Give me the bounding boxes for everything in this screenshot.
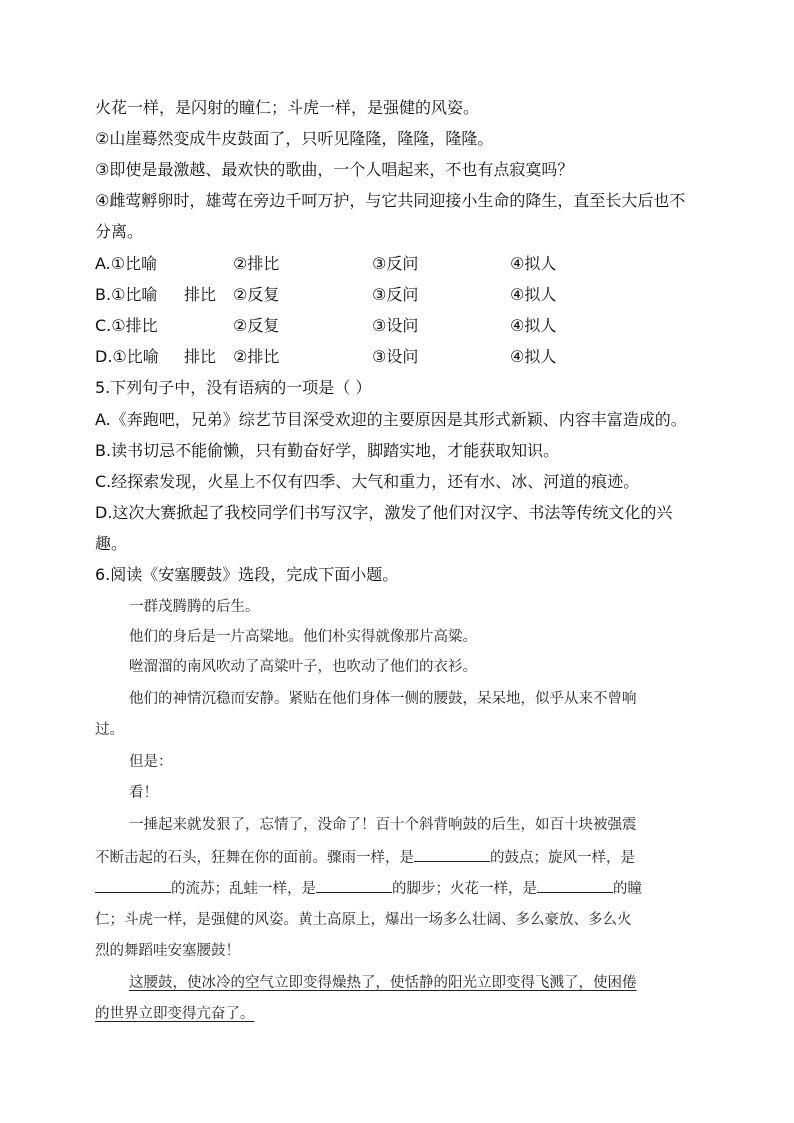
passage-line: 一捶起来就发狠了，忘情了，没命了！百十个斜背响鼓的后生，如百十块被强震 [129,817,637,833]
question-6-stem: 6.阅读《安塞腰鼓》选段，完成下面小题。 [95,565,399,584]
question-5-option-c: C.经探索发现，火星上不仅有四季、大气和重力，还有水、冰、河道的痕迹。 [95,472,640,491]
question-5-option-d-cont: 趣。 [95,534,128,553]
underlined-sentence: 这腰鼓，使冰冷的空气立即变得燥热了，使恬静的阳光立即变得飞溅了，使困倦 [129,975,637,991]
question-5-stem: 5.下列句子中，没有语病的一项是（ ） [95,378,372,397]
option-col1b: 排比 [184,347,217,366]
passage-text: 的鼓点；旋风一样，是 [490,850,635,866]
option-col1: B.①比喻 [95,285,158,304]
option-col1: A.①比喻 [95,254,158,273]
passage-line: 他们的神情沉稳而安静。紧贴在他们身体一侧的腰鼓，呆呆地，似乎从来不曾响 [129,691,637,707]
option-col3: ③反问 [372,254,419,273]
passage-line: 烈的舞蹈哇安塞腰鼓！ [95,943,240,959]
passage-text: 不断击起的石头，狂舞在你的面前。骤雨一样，是 [95,850,414,866]
option-col3: ③设问 [372,316,419,335]
option-col1: C.①排比 [95,316,158,335]
passage-line-with-blanks [95,847,635,868]
passage-line: 看！ [129,785,158,801]
fill-in-blank[interactable] [537,878,613,893]
text-line: ③即使是最激越、最欢快的歌曲，一个人唱起来，不也有点寂寞吗？ [95,160,574,179]
fill-in-blank[interactable] [95,878,171,893]
option-col4: ④拟人 [510,285,557,304]
passage-line: 仁；斗虎一样，是强健的风姿。黄土高原上，爆出一场多么壮阔、多么豪放、多么火 [95,912,632,928]
option-col2: ②反复 [233,285,280,304]
option-col4: ④拟人 [510,254,557,273]
question-5-option-d: D.这次大赛掀起了我校同学们书写汉字，激发了他们对汉字、书法等传统文化的兴 [95,503,673,522]
passage-line: 一群茂腾腾的后生。 [129,599,260,615]
passage-line-with-blanks [95,878,642,899]
fill-in-blank[interactable] [414,847,490,862]
passage-line: 过。 [95,722,124,738]
question-5-option-a: A.《奔跑吧，兄弟》综艺节目深受欢迎的主要原因是其形式新颖、内容丰富造成的。 [95,410,687,429]
text-line: 火花一样，是闪射的瞳仁；斗虎一样，是强健的风姿。 [95,98,480,117]
option-col2: ②反复 [233,316,280,335]
option-col3: ③反问 [372,285,419,304]
passage-text: 的瞳 [613,881,642,897]
option-col4: ④拟人 [510,316,557,335]
passage-line: 但是： [129,754,173,770]
option-col3: ③设问 [372,347,419,366]
option-col1b: 排比 [184,285,217,304]
passage-line: 咝溜溜的南风吹动了高粱叶子，也吹动了他们的衣衫。 [129,659,477,675]
option-col4: ④拟人 [510,347,557,366]
text-line: 分离。 [95,222,144,241]
question-5-option-b: B.读书切忌不能偷懒，只有勤奋好学，脚踏实地，才能获取知识。 [95,441,560,460]
passage-line: 他们的身后是一片高粱地。他们朴实得就像那片高粱。 [129,629,477,645]
passage-text: 的流苏；乱蛙一样，是 [171,881,316,897]
fill-in-blank[interactable] [316,878,392,893]
option-col2: ②排比 [233,347,280,366]
text-line: ②山崖蓦然变成牛皮鼓面了，只听见隆隆，隆隆，隆隆。 [95,129,494,148]
option-col2: ②排比 [233,254,280,273]
passage-text: 的脚步；火花一样，是 [392,881,537,897]
option-col1: D.①比喻 [95,347,159,366]
text-line: ④雌莺孵卵时，雄莺在旁边千呵万护，与它共同迎接小生命的降生，直至长大后也不 [95,191,686,210]
underlined-sentence: 的世界立即变得亢奋了。 [95,1006,255,1022]
